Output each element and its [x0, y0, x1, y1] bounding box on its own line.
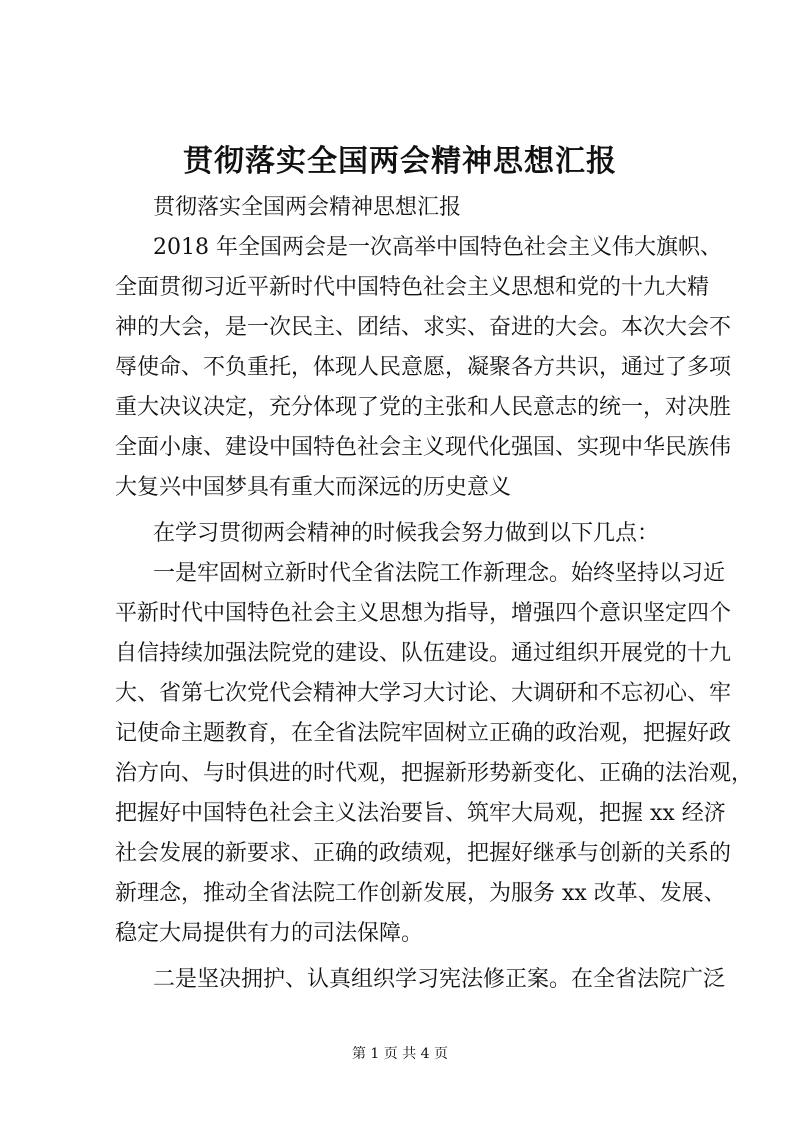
paragraph-line: 二是坚决拥护、认真组织学习宪法修正案。在全省法院广泛 — [153, 967, 726, 992]
paragraph-line: 社会发展的新要求、正确的政绩观，把握好继承与创新的关系的 — [115, 841, 732, 866]
paragraph-line: 2018 年全国两会是一次高举中国特色社会主义伟大旗帜、 — [153, 235, 722, 260]
paragraph-line: 把握好中国特色社会主义法治要旨、筑牢大局观，把握 xx 经济 — [115, 801, 726, 826]
paragraph-line: 辱使命、不负重托，体现人民意愿，凝聚各方共识，通过了多项 — [115, 355, 732, 380]
paragraph-line: 一是牢固树立新时代全省法院工作新理念。始终坚持以习近 — [153, 561, 726, 586]
paragraph-line: 自信持续加强法院党的建设、队伍建设。通过组织开展党的十九 — [115, 641, 732, 666]
paragraph-line: 在学习贯彻两会精神的时候我会努力做到以下几点： — [153, 521, 660, 546]
paragraph-4 — [115, 960, 726, 1000]
paragraph-line: 记使命主题教育，在全省法院牢固树立正确的政治观，把握好政 — [115, 721, 732, 746]
paragraph-line: 新理念，推动全省法院工作创新发展，为服务 xx 改革、发展、 — [115, 881, 726, 906]
subtitle-line: 贯彻落实全国两会精神思想汇报 — [153, 195, 462, 220]
paragraph-line: 大复兴中国梦具有重大而深远的历史意义 — [115, 475, 512, 500]
paragraph-line: 重大决议决定，充分体现了党的主张和人民意志的统一，对决胜 — [115, 395, 732, 420]
paragraph-line: 全面小康、建设中国特色社会主义现代化强国、实现中华民族伟 — [115, 435, 732, 460]
paragraph-line: 大、省第七次党代会精神大学习大讨论、大调研和不忘初心、牢 — [115, 681, 732, 706]
document-title: 贯彻落实全国两会精神思想汇报 — [183, 144, 617, 179]
paragraph-line: 治方向、与时俱进的时代观，把握新形势新变化、正确的法治观， — [115, 761, 754, 786]
paragraph-2 — [115, 514, 697, 554]
paragraph-line: 稳定大局提供有力的司法保障。 — [115, 921, 424, 946]
paragraph-1 — [115, 228, 732, 508]
paragraph-line: 平新时代中国特色社会主义思想为指导，增强四个意识坚定四个 — [115, 601, 732, 626]
paragraph-3 — [115, 554, 754, 954]
paragraph-line: 神的大会，是一次民主、团结、求实、奋进的大会。本次大会不 — [115, 315, 732, 340]
document-body — [115, 188, 754, 1000]
page-footer: 第 1 页 共 4 页 — [351, 1046, 449, 1062]
paragraph-line: 全面贯彻习近平新时代中国特色社会主义思想和党的十九大精 — [115, 275, 710, 300]
